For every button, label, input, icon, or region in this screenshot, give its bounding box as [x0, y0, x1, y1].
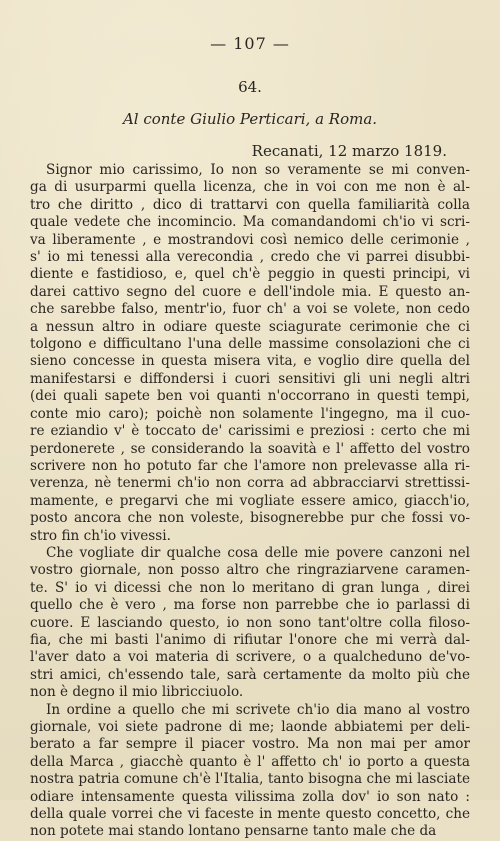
- text-line: diente e fastidioso, e, quel ch'è peggio in questi principi, vi: [30, 266, 470, 283]
- text-line: cuore. E lasciando questo, io non sono tant'oltre colla filoso-: [30, 614, 470, 631]
- text-line: scrivere non ho potuto far che l'amore non prelevasse alla ri-: [30, 457, 470, 474]
- text-line: posto ancora che non voleste, bisognerebbe pur che fossi vo-: [30, 510, 470, 527]
- text-line: Che vogliate dir qualche cosa delle mie povere canzoni nel: [46, 544, 470, 561]
- text-line: manifestarsi e diffondersi i cuori sensitivi gli uni negli altri: [30, 370, 470, 387]
- text-line: s' io mi tenessi alla verecondia , credo che vi parrei disubbi-: [30, 249, 470, 266]
- text-line: non è degno il mio libricciuolo.: [30, 684, 244, 701]
- text-line: stri amici, ch'essendo tale, sarà certamente da molto più che: [30, 666, 470, 683]
- text-line: conte mio caro); poichè non solamente l'ingegno, ma il cuo-: [30, 405, 470, 422]
- text-line: (dei quali sapete ben voi quanti n'occorrano in questi tempi,: [30, 388, 470, 405]
- text-line: nostra patria comune ch'è l'Italia, tanto bisogna che mi lasciate: [30, 771, 470, 788]
- text-line: tro che diritto , dico di trattarvi con quella familiarità colla: [30, 196, 470, 213]
- text-line: sieno concesse in questa misera vita, e voglio dire quella del: [30, 353, 470, 370]
- text-line: ga di usurparmi quella licenza, che in voi con me non è al-: [30, 179, 470, 196]
- text-line: verenza, nè tenermi ch'io non corra ad abbracciarvi strettissi-: [30, 475, 470, 492]
- text-line: re eziandio v' è toccato de' carissimi e preziosi : certo che mi: [30, 423, 470, 440]
- text-line: della quale vorrei che vi faceste in mente questo concetto, che: [30, 806, 470, 823]
- text-line: giornale, voi siete padrone di me; laonde abbiatemi per deli-: [30, 719, 470, 735]
- letter-place-date: Recanati, 12 marzo 1819.: [251, 142, 447, 160]
- paragraph: [30, 545, 470, 702]
- text-line: che sarebbe falso, mentr'io, fuor ch' a voi se volete, non cedo: [30, 301, 470, 318]
- text-line: mamente, e pregarvi che mi vogliate essere amico, giacch'io,: [30, 492, 470, 509]
- text-line: odiare intensamente questa vilissima zolla dov' io son nato :: [30, 788, 470, 805]
- text-line: quale vedete che incomincio. Ma comandandomi ch'io vi scri-: [30, 214, 470, 231]
- text-line: vostro giornale, non posso altro che ringraziarvene caramen-: [30, 562, 470, 579]
- text-line: perdonerete , se considerando la soavità e l' affetto del vostro: [30, 440, 470, 457]
- text-line: quello che è vero , ma forse non parrebbe che io parlassi di: [30, 597, 470, 614]
- paragraph: [30, 702, 470, 841]
- letter-body: [30, 162, 470, 841]
- text-line: stro fin ch'io vivessi.: [30, 527, 171, 544]
- text-line: della Marca , giacchè quanto è l' affetto ch' io porto a questa: [30, 753, 470, 770]
- page-number: — 107 —: [210, 34, 290, 53]
- text-line: In ordine a quello che mi scrivete ch'io dia mano al vostro: [46, 701, 470, 718]
- letter-number: 64.: [238, 78, 262, 96]
- text-line: fia, che mi basti l'animo di rifiutar l'onore che mi verrà dal-: [30, 631, 470, 648]
- text-line: va liberamente , e mostrandovi così nemico delle cerimonie ,: [30, 231, 470, 248]
- text-line: berato a far sempre il piacer vostro. Ma non mai per amor: [30, 736, 470, 753]
- text-line: te. S' io vi dicessi che non lo meritano di gran lunga , direi: [30, 579, 470, 596]
- text-line: Signor mio carissimo, Io non so veramente se mi conven-: [46, 162, 470, 178]
- letter-addressee: Al conte Giulio Perticari, a Roma.: [122, 110, 378, 128]
- paragraph: [30, 162, 470, 545]
- text-line: l'aver dato a voi materia di scrivere, o a qualcheduno de'vo-: [30, 649, 470, 666]
- text-line: darei cattivo segno del cuore e dell'indole mia. E questo an-: [30, 283, 470, 300]
- text-line: non potete mai stando lontano pensarne tanto male che da: [30, 823, 437, 840]
- text-line: tolgono e difficultano l'una delle massime consolazioni che ci: [30, 336, 470, 353]
- text-line: a nessun altro in odiare queste sciagurate cerimonie che ci: [30, 318, 470, 335]
